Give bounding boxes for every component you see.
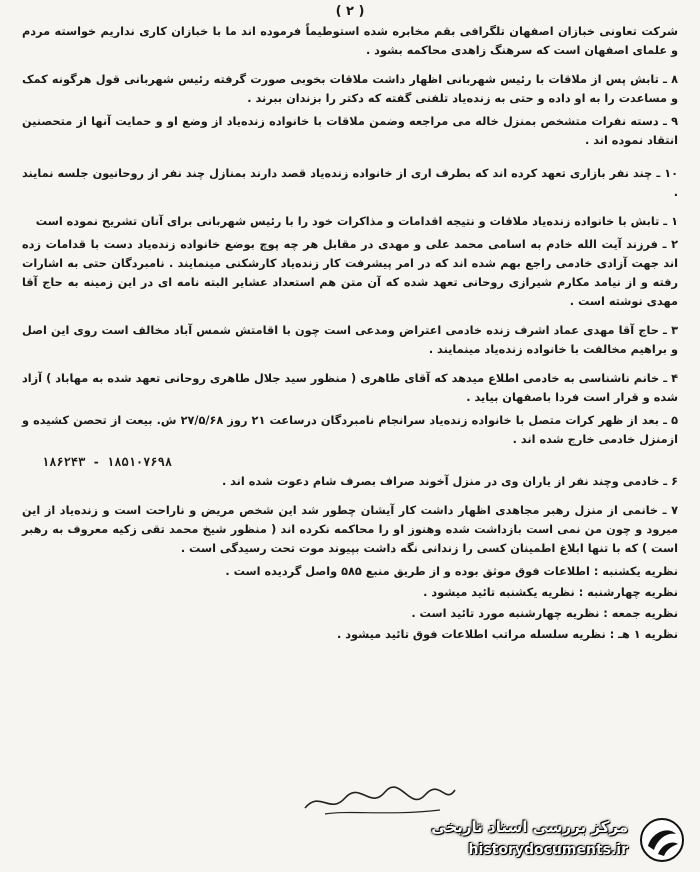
watermark-url: historydocuments.ir xyxy=(468,842,628,858)
opinion-friday: نظریه جمعه : نظریه چهارشنبه مورد تائید است . xyxy=(411,607,678,620)
paragraph-5: ۵ ـ بعد از ظهر کرات متصل با خانواده زنده‌یاد سرانجام نامبردگان درساعت ۲۱ روز ۲۷/۵/۶۸ ش. بیعت از تحصن کشیده و ازمنزل خادمی خارج شده اند . xyxy=(22,414,678,446)
archive-watermark xyxy=(420,812,690,868)
paragraph-8: ۸ ـ تابش پس از ملاقات با رئیس شهربانی اظهار داشت ملاقات بخوبی صورت گرفته رئیس شهربانی قول هرگونه کمک و مساعدت را به او داده و حتی به زنده‌یاد تلفنی گفته که دکتر را بزندان ببرند . xyxy=(22,73,678,105)
page-number: ( ۲ ) xyxy=(335,4,365,19)
paragraph-2: ۲ ـ فرزند آیت الله خادم به اسامی محمد علی و مهدی در مقابل هر چه پوچ بوضع خانواده زنده‌یاد دست با قدامات زده اند جهت آزادی خادمی راجع بهم شده اند که در امر پیشرفت کار زنده‌یاد کارشکنی مینمایند . نامبردگان حتی به اشارات رفته و از نیامد مکارم شیرازی روحانی تعهد شده که آن متن هم استعداد عشایر البته نامه ای در این زمینه به حاج آقا مهدی نوشته است . xyxy=(22,238,678,308)
paragraph-7: ۷ ـ خانمی از منزل رهبر مجاهدی اظهار داشت کار آیشان چطور شد این شخص مریض و ناراحت است و زنده‌یاد از این میرود و چون من نمی است بازداشت شده وهنوز او را محاکمه نکرده اند ( منظور شیخ محمد تقی زکیه معروف به رهبر است ) که با تنها ابلاغ اطمینان کسی را زندانی نگه داشت بپیوند موت تحت رسیدگی است . xyxy=(22,504,678,555)
opinion-final: نظریه ۱ هـ : نظریه سلسله مراتب اطلاعات فوق تائید میشود . xyxy=(336,628,678,641)
paragraph-3: ۳ ـ حاج آقا مهدی عماد اشرف زنده خادمی اعتراض ومدعی است چون با اقامتش شمس آباد مخالف است روی این اصل و براهیم مخالفت با خانواده زنده‌یاد مینمایند . xyxy=(22,324,678,356)
paragraph-9: ۹ ـ دسته نفرات متشخص بمنزل خاله می مراجعه وضمن ملاقات با خانواده زنده‌یاد از وضع او و حمایت آنها از متحصنین انتقاد نموده اند . xyxy=(22,115,678,147)
paragraph-1: ۱ ـ تابش با خانواده زنده‌یاد ملاقات و نتیجه اقدامات و مذاکرات خود را با رئیس شهربانی برای آنان تشریح نموده است xyxy=(35,215,678,228)
paragraph-6: ۶ ـ خادمی وچند نفر از یاران وی در منزل آخوند صراف بصرف شام دعوت شده اند . xyxy=(221,475,678,488)
archive-logo-icon xyxy=(638,816,686,864)
reference-number-line: ۱۸۶۲۴۳ - ۱۸۵۱۰۷۶۹۸ xyxy=(42,455,173,469)
paragraph-4: ۴ ـ خانم ناشناسی به خادمی اطلاع میدهد که آقای طاهری ( منظور سید جلال طاهری روحانی تعهد شده به مهاباد ) آزاد شده و قرار است فردا باصفهان بیاید . xyxy=(22,372,678,404)
opinion-wednesday: نظریه چهارشنبه : نظریه یکشنبه تائید میشود . xyxy=(423,586,678,599)
paragraph-10: ۱۰ ـ چند نفر بازاری تعهد کرده اند که بطرف اری از خانواده زنده‌یاد قصد دارند بمنازل چند نفر از روحانیون جلسه نمایند . xyxy=(22,167,678,199)
watermark-title: مرکز بررسی اسناد تاریخی xyxy=(431,818,628,836)
document-body xyxy=(22,22,678,646)
opinion-sunday: نظریه یکشنبه : اطلاعات فوق موثق بوده و از طریق منبع ۵۸۵ واصل گردیده است . xyxy=(225,565,678,578)
paragraph-intro: شرکت تعاونی خبازان اصفهان تلگرافی بقم مخابره شده استوطیماً فرموده اند ما با خبازان کاری نداریم خواسته مردم و علمای اصفهان است که سرهنگ زاهدی محاکمه بشود . xyxy=(22,25,678,57)
